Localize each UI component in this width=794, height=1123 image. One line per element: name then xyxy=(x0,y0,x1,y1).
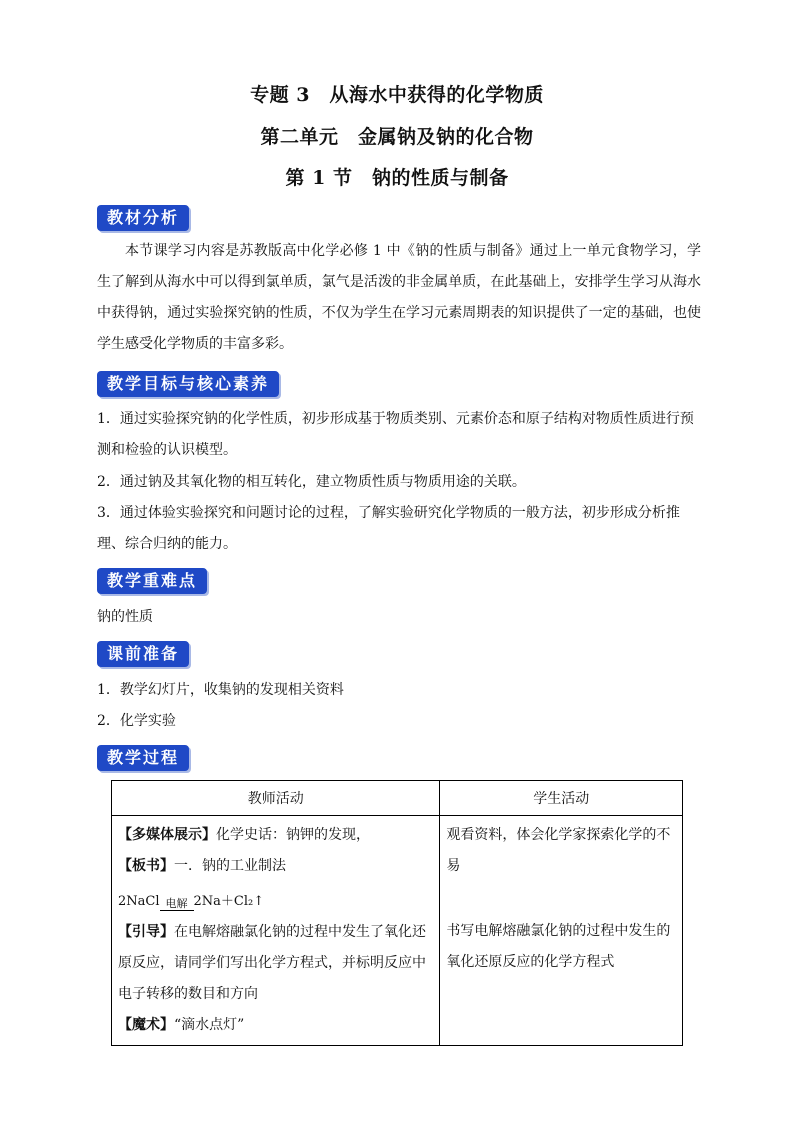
topic-title: 专题 3 从海水中获得的化学物质 xyxy=(250,84,544,106)
key-points-text: 钠的性质 xyxy=(97,609,153,625)
student-column-header: 学生活动 xyxy=(440,781,683,816)
student-line-2: 书写电解熔融氯化钠的过程中发生的氧化还原反应的化学方程式 xyxy=(446,923,671,970)
student-line-1: 观看资料，体会化学家探索化学的不易 xyxy=(446,827,671,874)
equation-arrow xyxy=(160,898,194,917)
multimedia-tag: 【多媒体展示】 xyxy=(118,827,216,843)
teacher-activity-cell xyxy=(112,816,440,1046)
teacher-column-header: 教师活动 xyxy=(112,781,440,816)
board-text: 一．钠的工业制法 xyxy=(174,858,286,874)
goals-badge: 教学目标与核心素养 xyxy=(97,371,279,397)
magic-text: “滴水点灯” xyxy=(174,1017,245,1033)
goal-item-3: 3．通过体验实验探究和问题讨论的过程，了解实验研究化学物质的一般方法，初步形成分析推理、综合归纳的能力。 xyxy=(97,505,680,552)
teacher-line-3 xyxy=(118,917,433,1010)
analysis-text: 本节课学习内容是苏教版高中化学必修 1 中《钠的性质与制备》通过上一单元食物学习，学生了解到从海水中可以得到氯单质，氯气是活泼的非金属单质，在此基础上，安排学生学习从海水中获得钠，通过实验探究钠的性质，不仅为学生在学习元素周期表的知识提供了一定的基础，也使学生感受化学物质的丰富多彩。 xyxy=(97,243,701,352)
magic-tag: 【魔术】 xyxy=(118,1017,174,1033)
equation-condition: 电解 xyxy=(165,897,188,910)
analysis-badge: 教材分析 xyxy=(97,205,189,231)
preparation-item-2: 2．化学实验 xyxy=(97,713,176,729)
preparation-badge: 课前准备 xyxy=(97,641,189,667)
equation-product: 2Na＋Cl₂↑ xyxy=(193,894,265,909)
unit-title: 第二单元 金属钠及钠的化合物 xyxy=(260,126,534,148)
preparation-item-1: 1．教学幻灯片，收集钠的发现相关资料 xyxy=(97,682,344,698)
teacher-line-2 xyxy=(118,851,433,882)
key-points-badge: 教学重难点 xyxy=(97,568,207,594)
table-row xyxy=(112,816,683,1046)
process-badge: 教学过程 xyxy=(97,745,189,771)
section-title: 第 1 节 钠的性质与制备 xyxy=(285,167,509,189)
process-table xyxy=(111,780,683,1046)
multimedia-text: 化学史话：钠钾的发现， xyxy=(216,827,370,843)
student-activity-cell xyxy=(440,816,683,1046)
goal-item-1: 1．通过实验探究钠的化学性质，初步形成基于物质类别、元素价态和原子结构对物质性质进行预测和检验的认识模型。 xyxy=(97,411,694,458)
goal-item-2: 2．通过钠及其氧化物的相互转化，建立物质性质与物质用途的关联。 xyxy=(97,474,526,490)
table-header-row xyxy=(112,781,683,816)
guide-tag: 【引导】 xyxy=(118,924,174,940)
electrolysis-equation xyxy=(118,886,433,917)
teacher-line-4 xyxy=(118,1010,433,1041)
guide-text: 在电解熔融氯化钠的过程中发生了氧化还原反应，请同学们写出化学方程式，并标明反应中电子转移的数目和方向 xyxy=(118,924,426,1002)
equation-reactant: 2NaCl xyxy=(118,894,160,909)
board-tag: 【板书】 xyxy=(118,858,174,874)
teacher-line-1 xyxy=(118,820,433,851)
